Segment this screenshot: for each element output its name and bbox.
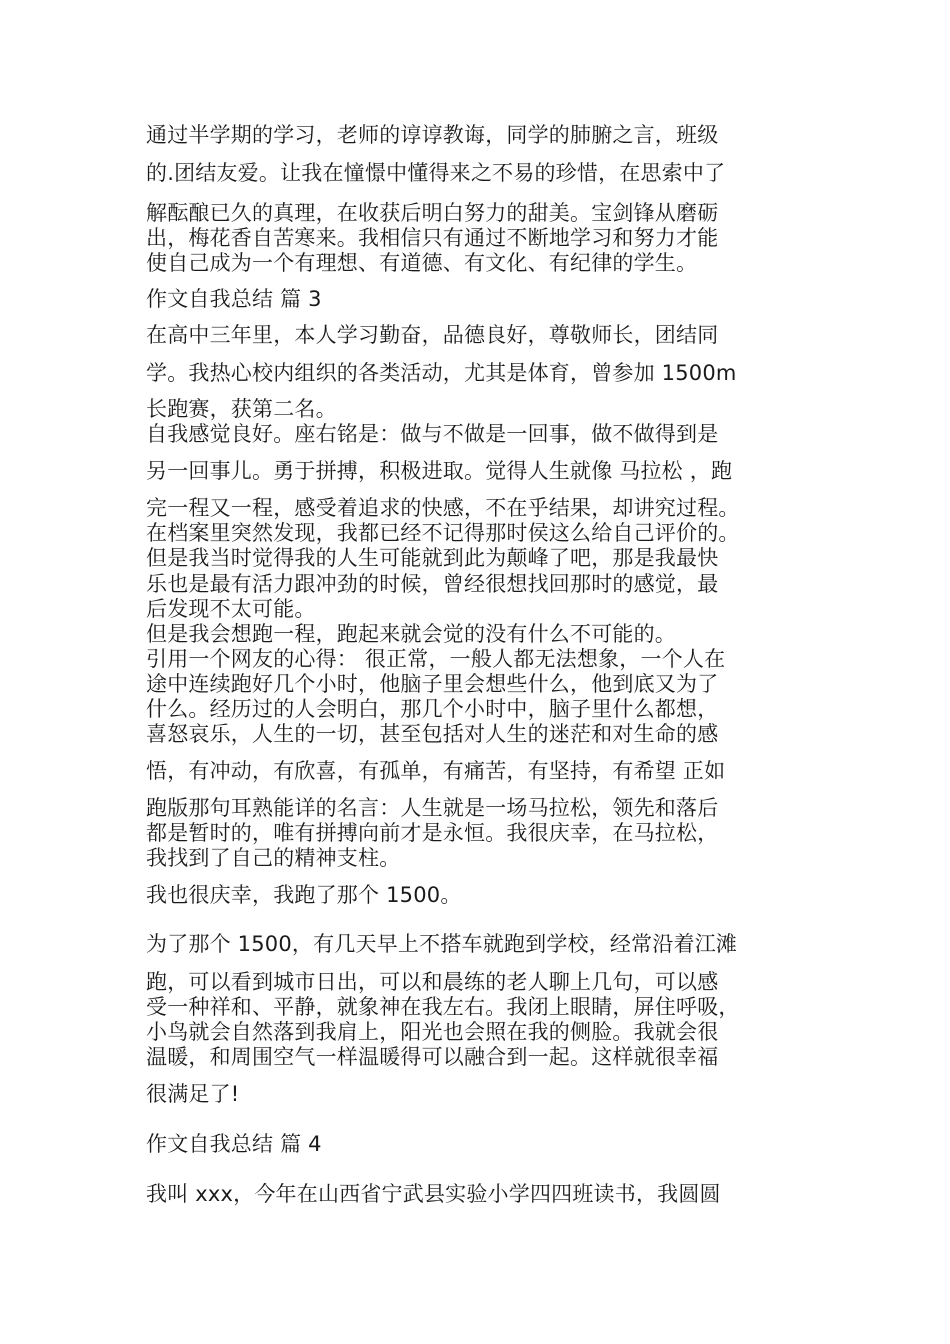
text-line: 通过半学期的学习，老师的谆谆教诲，同学的肺腑之言，班级 [146, 123, 719, 147]
text-line: 后发现不太可能。 [146, 597, 316, 621]
section-heading: 作文自我总结 篇 4 [146, 1132, 322, 1156]
text-line: 为了那个 1500，有几天早上不搭车就跑到学校，经常沿着江滩 [146, 932, 738, 956]
text-line: 我找到了自己的精神支柱。 [146, 846, 401, 870]
text-line: 我也很庆幸，我跑了那个 1500。 [146, 883, 462, 907]
text-line: 途中连续跑好几个小时，他脑子里会想些什么，他到底又为了 [146, 672, 719, 696]
text-line: 完一程又一程，感受着追求的快感，不在乎结果，却讲究过程。 [146, 496, 740, 520]
text-line: 但是我当时觉得我的人生可能就到此为颠峰了吧，那是我最快 [146, 546, 719, 570]
text-line: 我叫 xxx，今年在山西省宁武县实验小学四四班读书，我圆圆 [146, 1182, 721, 1206]
text-line: 在档案里突然发现，我都已经不记得那时侯这么给自己评价的。 [146, 521, 740, 545]
text-line: 学。我热心校内组织的各类活动，尤其是体育，曾参加 1500m [146, 361, 737, 385]
section-heading: 作文自我总结 篇 3 [146, 287, 322, 311]
text-line: 什么。经历过的人会明白，那几个小时中，脑子里什么都想， [146, 697, 719, 721]
text-line: 长跑赛，获第二名。 [146, 397, 337, 421]
text-line: 自我感觉良好。座右铭是：做与不做是一回事，做不做得到是 [146, 422, 719, 446]
text-line: 解酝酿已久的真理，在收获后明白努力的甜美。宝剑锋从磨砺 [146, 201, 719, 225]
text-line: 但是我会想跑一程，跑起来就会觉的没有什么不可能的。 [146, 622, 676, 646]
text-line: 乐也是最有活力跟冲劲的时候，曾经很想找回那时的感觉，最 [146, 572, 719, 596]
text-line: 在高中三年里，本人学习勤奋，品德良好，尊敬师长，团结同 [146, 323, 719, 347]
text-line: 的.团结友爱。让我在憧憬中懂得来之不易的珍惜，在思索中了 [146, 161, 726, 185]
text-line: 都是暂时的，唯有拼搏向前才是永恒。我很庆幸，在马拉松， [146, 821, 719, 845]
text-line: 跑版那句耳熟能详的名言：人生就是一场马拉松，领先和落后 [146, 796, 719, 820]
text-line: 很满足了! [146, 1082, 240, 1106]
text-line: 跑，可以看到城市日出，可以和晨练的老人聊上几句，可以感 [146, 970, 719, 994]
text-line: 受一种祥和、平静，就象神在我左右。我闭上眼睛，屏住呼吸， [146, 995, 740, 1019]
text-line: 使自己成为一个有理想、有道德、有文化、有纪律的学生。 [146, 251, 698, 275]
text-line: 出，梅花香自苦寒来。我相信只有通过不断地学习和努力才能 [146, 226, 719, 250]
text-line: 喜怒哀乐，人生的一切，甚至包括对人生的迷茫和对生命的感 [146, 722, 719, 746]
text-line: 小鸟就会自然落到我肩上，阳光也会照在我的侧脸。我就会很 [146, 1020, 719, 1044]
text-line: 引用一个网友的心得： 很正常，一般人都无法想象，一个人在 [146, 647, 726, 671]
text-line: 温暖，和周围空气一样温暖得可以融合到一起。这样就很幸福 [146, 1045, 719, 1069]
text-line: 悟，有冲动，有欣喜，有孤单，有痛苦，有坚持，有希望 正如 [146, 759, 726, 783]
text-line: 另一回事儿。勇于拼搏，积极进取。觉得人生就像 马拉松 ，跑 [146, 459, 733, 483]
